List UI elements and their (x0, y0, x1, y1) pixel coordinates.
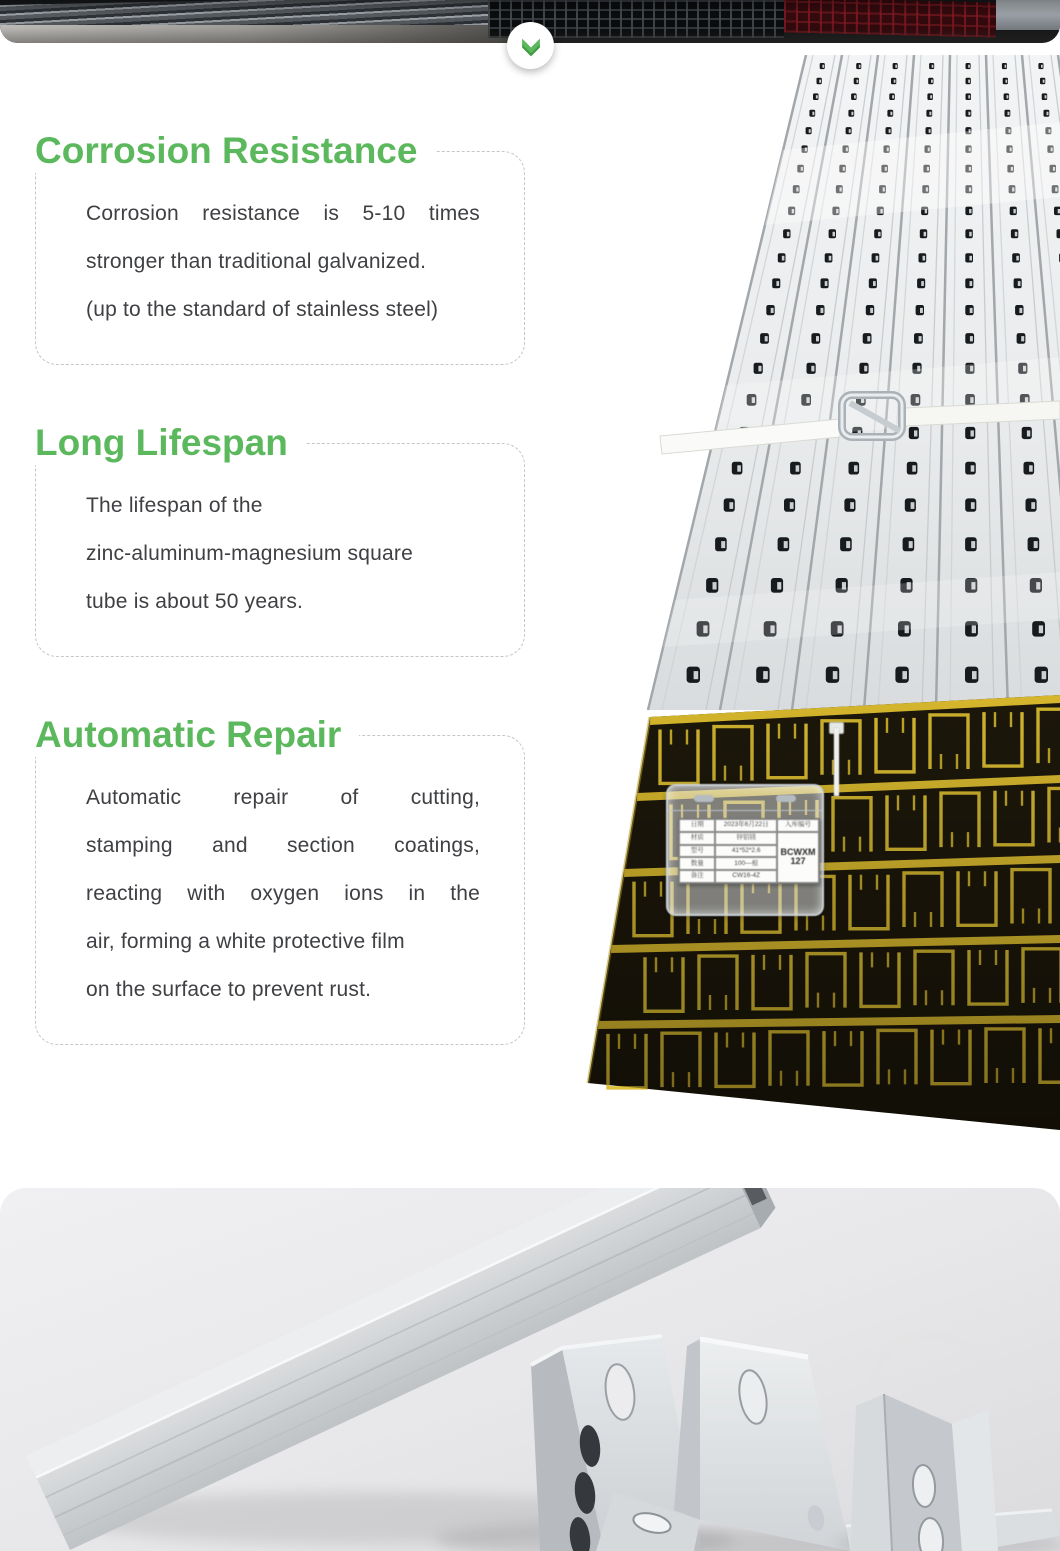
feature-text-line: zinc-aluminum-magnesium square (86, 542, 413, 565)
feature-text-line: The lifespan of the (86, 494, 263, 517)
tag-key: 日期 (679, 819, 715, 832)
tag-right-header: 入库编号 (777, 819, 819, 832)
feature-section-long-lifespan (35, 421, 525, 657)
tag-value: 2023年6月22日 (715, 819, 777, 832)
tag-value: 锌铝镁 (715, 832, 777, 845)
holder-slot (694, 795, 714, 802)
section-title: Corrosion Resistance (35, 129, 435, 173)
feature-text-line: air, forming a white protective film (86, 930, 405, 953)
tag-key: 备注 (679, 870, 715, 883)
scroll-down-badge[interactable] (507, 22, 554, 69)
tag-code (777, 832, 819, 883)
cable-tie (834, 728, 839, 796)
tag-code-line2: 127 (790, 856, 806, 867)
feature-text-line: stronger than traditional galvanized. (86, 250, 427, 273)
strut-channel-bundle-photo (560, 46, 1060, 1136)
section-title: Long Lifespan (35, 421, 306, 465)
feature-text-line: stamping and section coatings, (86, 834, 480, 857)
tag-value: 100—根 (715, 857, 777, 870)
feature-section-automatic-repair (35, 713, 525, 1045)
tag-key: 数量 (679, 857, 715, 870)
tag-key: 型号 (679, 845, 715, 858)
section-box (35, 151, 525, 365)
feature-text-line: tube is about 50 years. (86, 590, 304, 613)
feature-text-line: Corrosion resistance is 5-10 times (86, 202, 480, 225)
holder-slot (776, 795, 796, 802)
section-title: Automatic Repair (35, 713, 359, 757)
tag-value: 41*52*2.6 (715, 845, 777, 858)
product-parts-photo (0, 1188, 1060, 1551)
feature-text-line: (up to the standard of stainless steel) (86, 298, 439, 321)
label-tag (660, 676, 830, 880)
feature-section-corrosion-resistance (35, 129, 525, 365)
tag-value: CW16-4Z (715, 870, 777, 883)
tag-key: 材质 (679, 832, 715, 845)
feature-text-line: reacting with oxygen ions in the (86, 882, 480, 905)
feature-text-line: Automatic repair of cutting, (86, 786, 480, 809)
section-box (35, 443, 525, 657)
feature-text-line: on the surface to prevent rust. (86, 978, 372, 1001)
bundle-illustration (560, 55, 1060, 1136)
holder-flap (668, 810, 822, 811)
chevron-down-icon (514, 29, 548, 63)
parts-illustration (0, 1188, 1060, 1551)
section-box (35, 735, 525, 1045)
tag-code-line1: BCWXM (780, 847, 816, 858)
label-card (678, 818, 820, 884)
